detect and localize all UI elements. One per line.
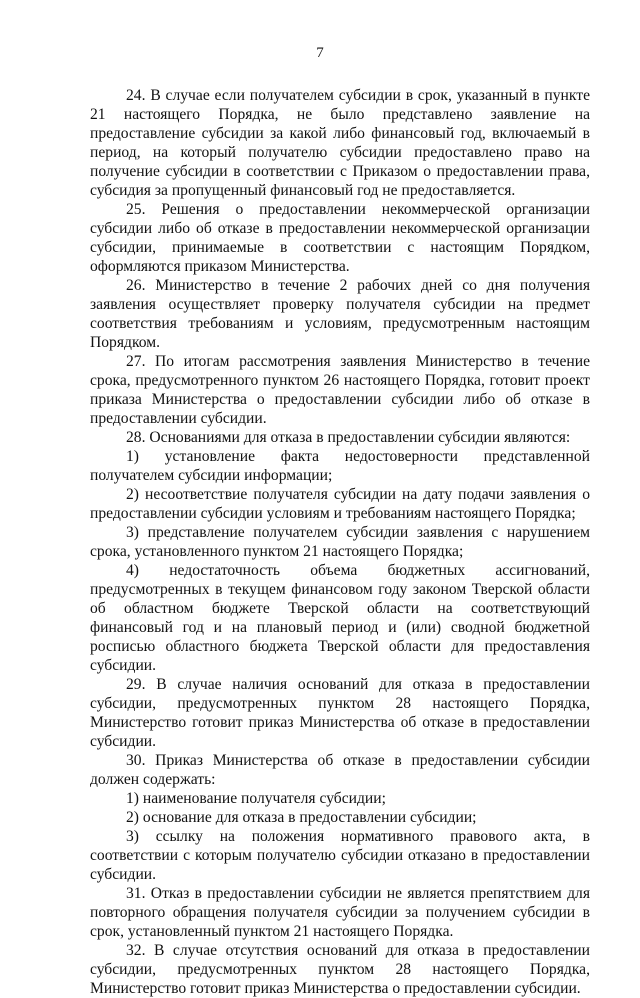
paragraph-28-item-1: 1) установление факта недостоверности представленной получателем субсидии информации; [90,448,590,484]
paragraph-31: 31. Отказ в предоставлении субсидии не является препятствием для повторного обращения получателя субсидии за получением субсидии в срок, установленный пунктом 21 настоящего Порядка. [90,885,590,940]
paragraph-30-item-1: 1) наименование получателя субсидии; [126,790,386,807]
paragraph-30-item-2: 2) основание для отказа в предоставлении субсидии; [126,809,477,826]
paragraph-28: 28. Основаниями для отказа в предоставлении субсидии являются: [126,429,571,446]
paragraph-30: 30. Приказ Министерства об отказе в предоставлении субсидии должен содержать: [90,752,590,788]
paragraph-32: 32. В случае отсутствия оснований для отказа в предоставлении субсидии, предусмотренных пунктом 28 настоящего Порядка, Министерство готовит приказ Министерства о предоставлении субсидии. [90,942,590,997]
paragraph-25: 25. Решения о предоставлении некоммерческой организации субсидии либо об отказе в предоставлении некоммерческой организации субсидии, принимаемые в соответствии с настоящим Порядком, оформляются приказом Министерства. [90,201,590,275]
paragraph-26: 26. Министерство в течение 2 рабочих дней со дня получения заявления осуществляет проверку получателя субсидии на предмет соответствия требованиям и условиям, предусмотренным настоящим Порядком. [90,277,590,351]
document-body [90,86,590,998]
paragraph-28-item-4: 4) недостаточность объема бюджетных ассигнований, предусмотренных в текущем финансовом году законом Тверской области об областном бюджете Тверской области на соответствующий финансовый год и на плановый период и (или) сводной бюджетной росписью областного бюджета Тверской области для предоставления субсидии. [90,562,590,674]
paragraph-28-item-3: 3) представление получателем субсидии заявления с нарушением срока, установленного пунктом 21 настоящего Порядка; [90,524,590,560]
page-number: 7 [316,45,324,61]
paragraph-28-item-2: 2) несоответствие получателя субсидии на дату подачи заявления о предоставлении субсидии условиям и требованиям настоящего Порядка; [90,486,590,522]
paragraph-24: 24. В случае если получателем субсидии в срок, указанный в пункте 21 настоящего Порядка, не было представлено заявление на предоставление субсидии за какой либо финансовый год, включаемый в период, на который получателю субсидии предоставлено право на получение субсидии в соответствии с Приказом о предоставлении права, субсидия за пропущенный финансовый год не предоставляется. [90,87,590,199]
paragraph-30-item-3: 3) ссылку на положения нормативного правового акта, в соответствии с которым получателю субсидии отказано в предоставлении субсидии. [90,828,590,883]
paragraph-27: 27. По итогам рассмотрения заявления Министерство в течение срока, предусмотренного пунктом 26 настоящего Порядка, готовит проект приказа Министерства о предоставлении субсидии либо об отказе в предоставлении субсидии. [90,353,590,427]
paragraph-29: 29. В случае наличия оснований для отказа в предоставлении субсидии, предусмотренных пунктом 28 настоящего Порядка, Министерство готовит приказ Министерства об отказе в предоставлении субсидии. [90,676,590,750]
